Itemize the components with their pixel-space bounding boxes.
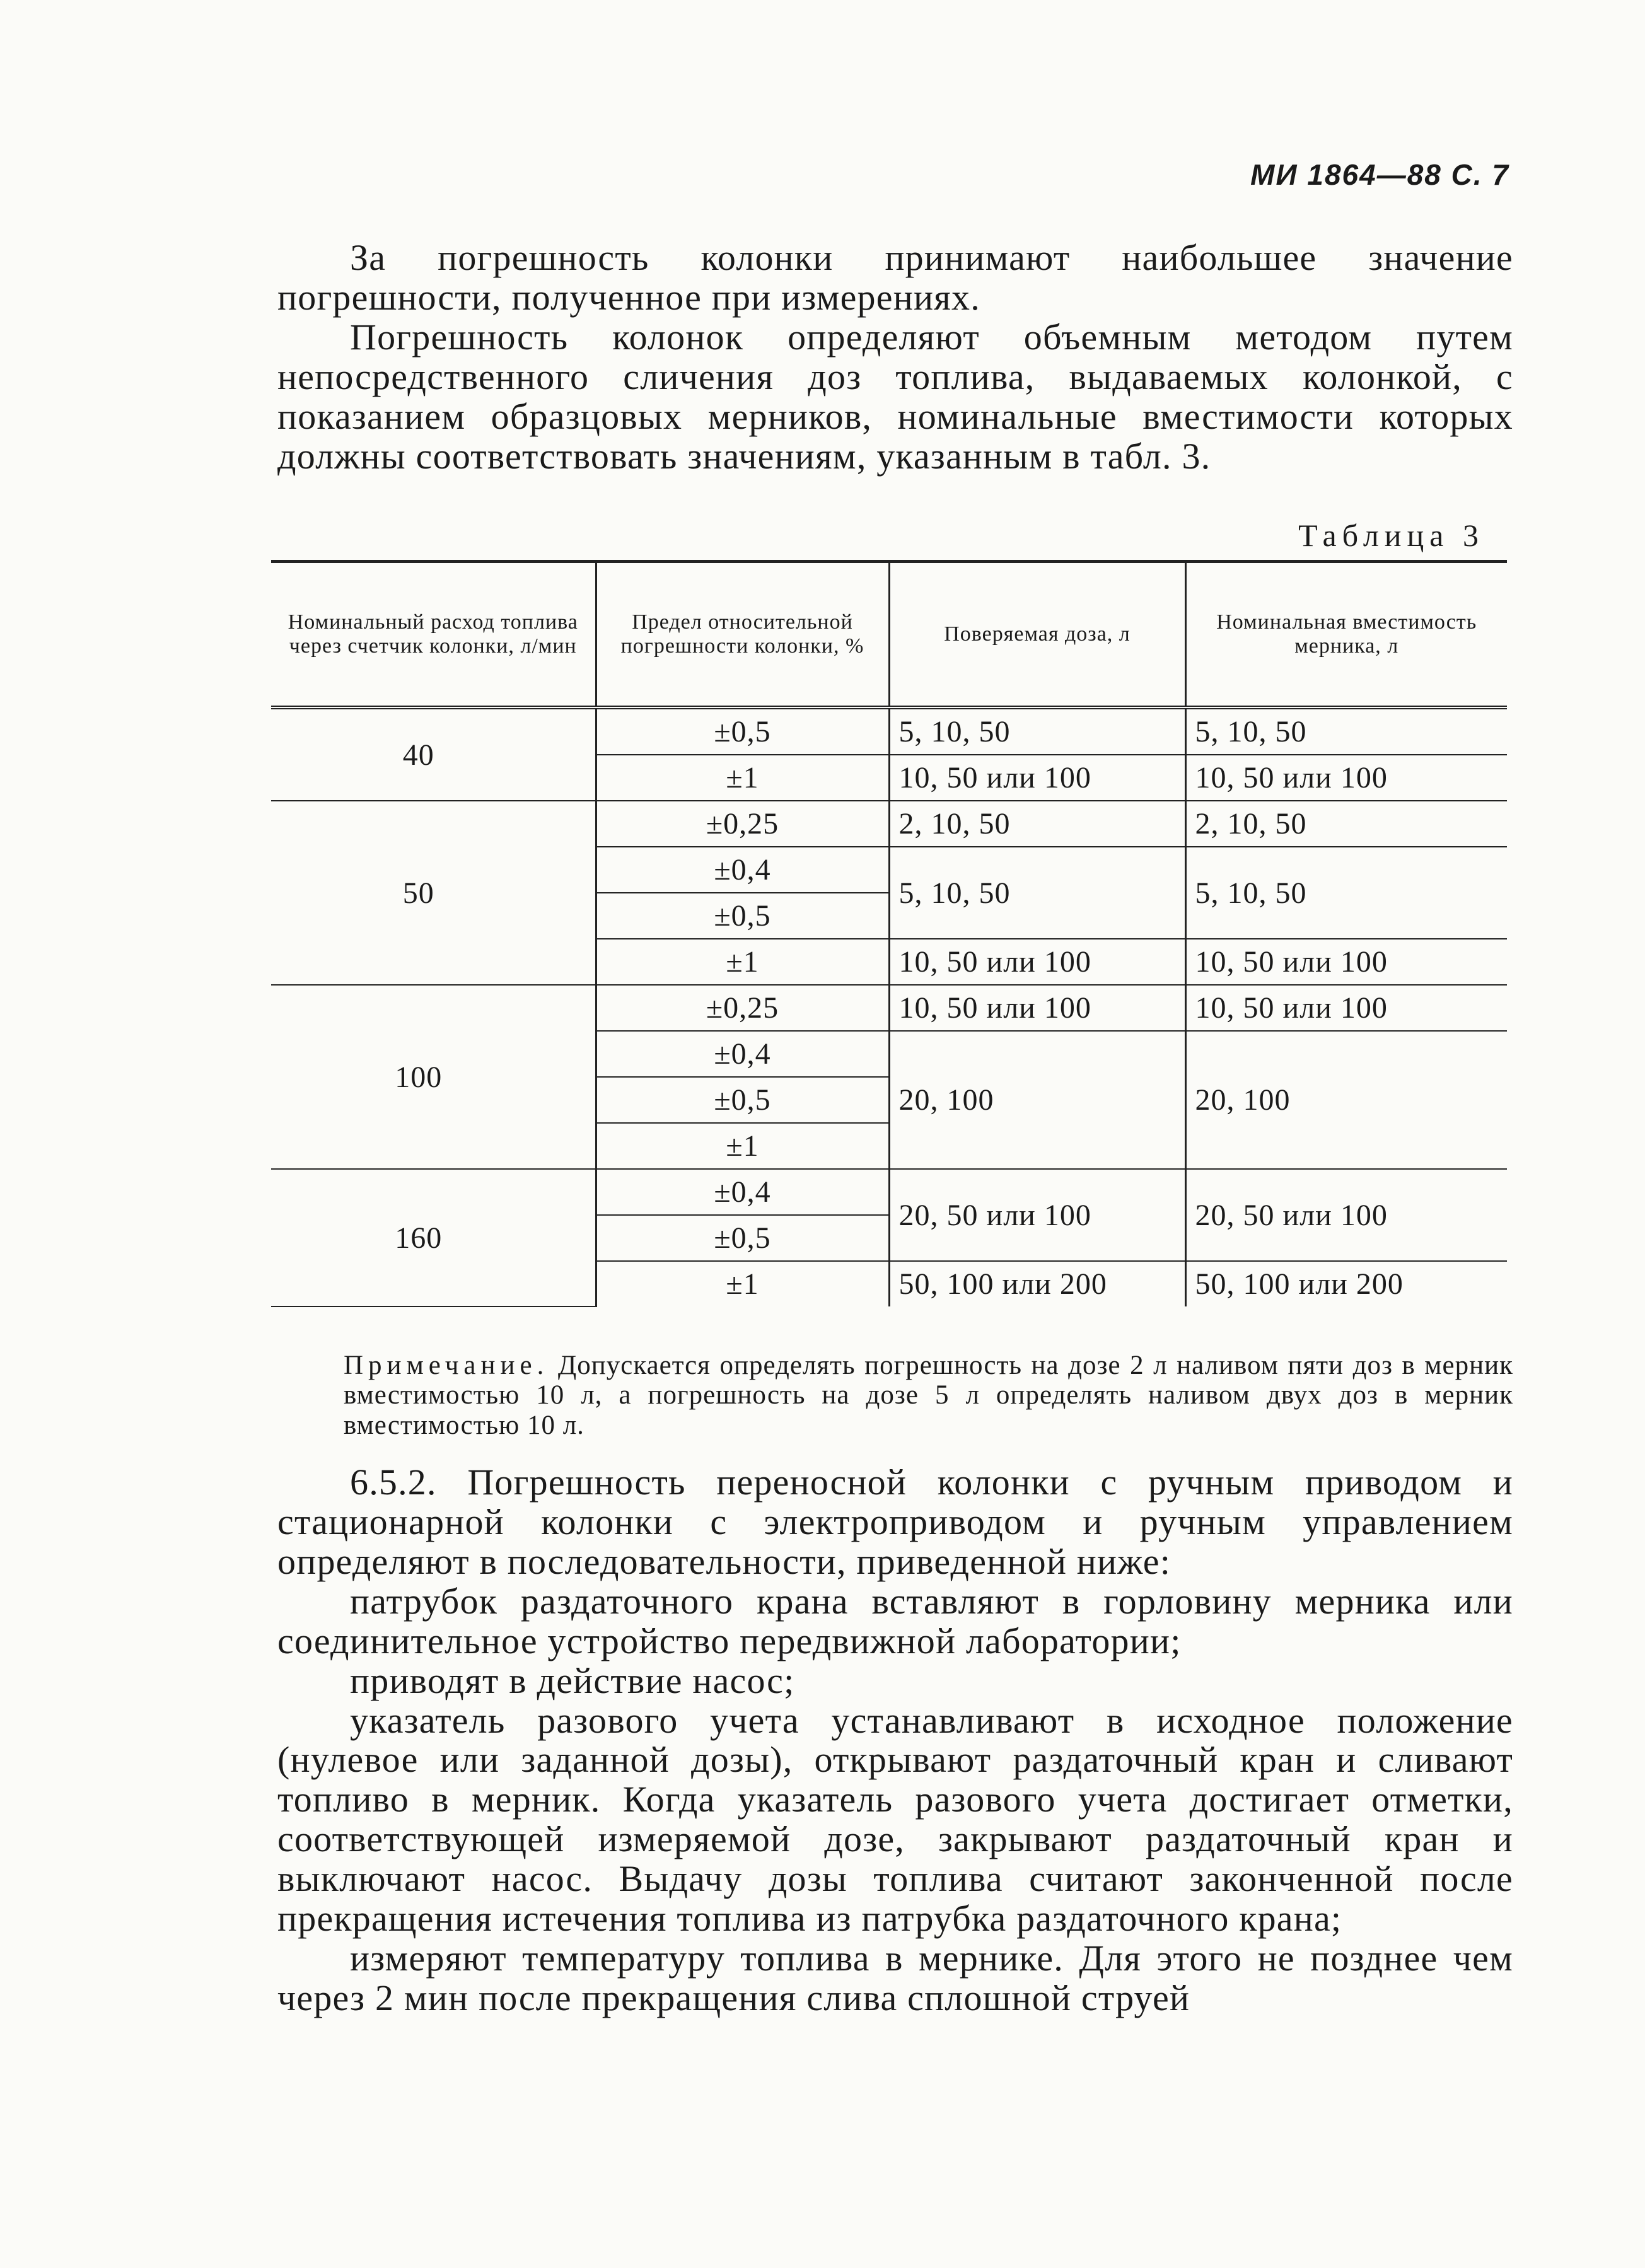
error-cell: ±0,5 (596, 707, 889, 755)
header-measure-capacity: Номинальная вместимость мерника, л (1185, 562, 1507, 708)
error-cell: ±0,4 (596, 1169, 889, 1215)
dose-cell: 5, 10, 50 (889, 707, 1185, 755)
rate-cell: 160 (271, 1169, 596, 1306)
capacity-cell: 5, 10, 50 (1185, 847, 1507, 939)
header-nominal-flow: Номинальный расход топлива через счетчик колонки, л/мин (271, 562, 596, 708)
dose-cell: 10, 50 или 100 (889, 755, 1185, 801)
note-text: Допускается определять погрешность на дозе 2 л наливом пяти доз в мерник вместимостью 10 л, а погрешность на дозе 5 л определять наливом двух доз в мерник вместимостью 10 л. (344, 1351, 1514, 1440)
capacity-cell: 10, 50 или 100 (1185, 985, 1507, 1031)
dose-cell: 10, 50 или 100 (889, 985, 1185, 1031)
table-note (344, 1351, 1513, 1440)
table-title: Таблица 3 (1298, 518, 1484, 553)
main-paragraph-4: указатель разового учета устанавливают в исходное положение (нулевое или заданной дозы), открывают раздаточный кран и сливают топливо в мерник. Когда указатель разового учета достигает отметки, соответствующей измеряемой дозе, закрывают раздаточный кран и выключают насос. Выдачу дозы топлива считают законченной после прекращения истечения топлива из патрубка раздаточного крана; (277, 1699, 1513, 1939)
capacity-cell: 10, 50 или 100 (1185, 939, 1507, 985)
main-paragraph-5: измеряют температуру топлива в мернике. Для этого не позднее чем через 2 мин после прекращения слива сплошной струей (277, 1938, 1513, 2018)
main-paragraph-1: 6.5.2. Погрешность переносной колонки с ручным приводом и стационарной колонки с электроприводом и ручным управлением определяют в последовательности, приведенной ниже: (277, 1462, 1513, 1582)
rate-cell: 40 (271, 707, 596, 801)
table-row (271, 985, 1507, 1031)
intro-section (277, 238, 1513, 477)
error-cell: ±0,5 (596, 1215, 889, 1261)
error-cell: ±0,5 (596, 1077, 889, 1123)
intro-paragraph-1: За погрешность колонки принимают наибольшее значение погрешности, полученное при измерениях. (277, 237, 1513, 318)
note-label: Примечание. (344, 1351, 549, 1380)
error-cell: ±1 (596, 939, 889, 985)
error-cell: ±0,4 (596, 1031, 889, 1077)
dose-cell: 2, 10, 50 (889, 801, 1185, 847)
dose-cell: 20, 50 или 100 (889, 1169, 1185, 1261)
dose-cell: 50, 100 или 200 (889, 1261, 1185, 1306)
error-cell: ±1 (596, 1261, 889, 1306)
table-row (271, 1169, 1507, 1215)
capacity-cell: 20, 50 или 100 (1185, 1169, 1507, 1261)
error-cell: ±1 (596, 1123, 889, 1169)
dose-cell: 5, 10, 50 (889, 847, 1185, 939)
dose-cell: 10, 50 или 100 (889, 939, 1185, 985)
rate-cell: 100 (271, 985, 596, 1169)
capacity-cell: 2, 10, 50 (1185, 801, 1507, 847)
header-verified-dose: Поверяемая доза, л (889, 562, 1185, 708)
rate-cell: 50 (271, 801, 596, 985)
error-cell: ±0,25 (596, 801, 889, 847)
table-3 (271, 560, 1507, 1307)
page-header-doc-ref: МИ 1864—88 С. 7 (1250, 158, 1509, 191)
table-row (271, 801, 1507, 847)
main-paragraph-3: приводят в действие насос; (350, 1660, 795, 1701)
main-paragraph-2: патрубок раздаточного крана вставляют в горловину мерника или соединительное устройство передвижной лаборатории; (277, 1580, 1513, 1661)
capacity-cell: 5, 10, 50 (1185, 707, 1507, 755)
error-cell: ±0,5 (596, 893, 889, 939)
error-cell: ±0,25 (596, 985, 889, 1031)
dose-cell: 20, 100 (889, 1031, 1185, 1169)
error-cell: ±0,4 (596, 847, 889, 893)
main-section (277, 1463, 1513, 2018)
table-header-row (271, 562, 1507, 708)
table-row (271, 707, 1507, 755)
capacity-cell: 20, 100 (1185, 1031, 1507, 1169)
intro-paragraph-2: Погрешность колонок определяют объемным методом путем непосредственного сличения доз топлива, выдаваемых колонкой, с показанием образцовых мерников, номинальные вместимости которых должны соответствовать значениям, указанным в табл. 3. (277, 316, 1513, 477)
capacity-cell: 50, 100 или 200 (1185, 1261, 1507, 1306)
error-cell: ±1 (596, 755, 889, 801)
header-error-limit: Предел относительной погрешности колонки, % (596, 562, 889, 708)
capacity-cell: 10, 50 или 100 (1185, 755, 1507, 801)
